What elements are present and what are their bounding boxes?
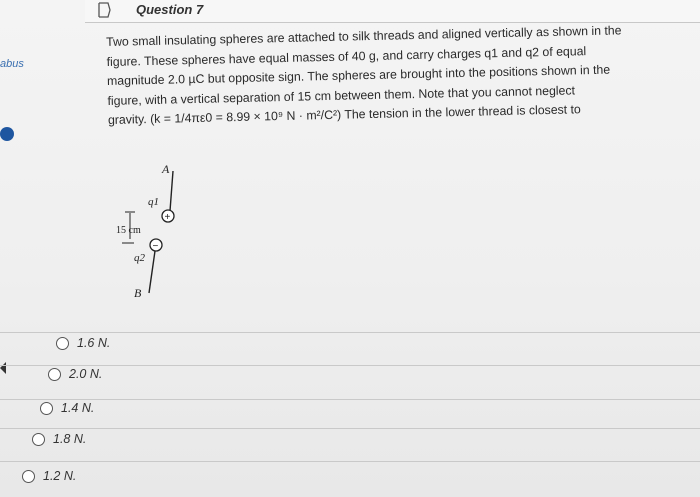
answer-option[interactable] [56,336,110,350]
separation-label: 15 cm [116,225,141,236]
sidebar-link[interactable]: abus [0,58,24,70]
answer-label: 1.2 N. [43,469,77,483]
lower-thread [149,251,155,293]
answer-option[interactable] [40,401,94,415]
divider [0,365,700,366]
question-line: figure, with a vertical separation of 15 cm between them. Note that you cannot neglect [107,83,576,108]
question-line: Two small insulating spheres are attached to silk threads and aligned vertically as shown in the [106,23,622,49]
answer-label: 1.4 N. [61,401,95,415]
q1-sign: + [164,212,171,223]
divider [0,461,700,462]
question-line: figure. These spheres have equal masses of 40 g, and carry charges q1 and q2 of equal [106,43,587,69]
divider [0,428,700,429]
answer-label: 2.0 N. [69,367,103,381]
question-title: Question 7 [136,2,204,17]
question-line: magnitude 2.0 µC but opposite sign. The spheres are brought into the positions shown in the [106,62,611,89]
answer-option[interactable] [22,469,76,483]
radio-button[interactable] [22,470,35,483]
question-text [106,20,698,131]
answer-option[interactable] [48,367,102,381]
radio-button[interactable] [32,433,45,446]
label-a: A [162,162,170,176]
answer-option[interactable] [32,432,86,446]
answer-label: 1.8 N. [53,432,87,446]
nav-dot-icon[interactable] [0,127,14,141]
label-b: B [134,286,142,300]
flag-question-icon[interactable] [97,2,111,18]
radio-button[interactable] [48,368,61,381]
q2-label: q2 [134,252,145,264]
radio-button[interactable] [40,402,53,415]
q2-sign: − [152,241,159,252]
spheres-figure [110,155,200,305]
divider [0,332,700,333]
radio-button[interactable] [56,337,69,350]
answer-list [0,320,700,497]
q1-label: q1 [148,196,159,208]
upper-thread [170,171,173,211]
answer-label: 1.6 N. [77,336,111,350]
question-line: gravity. (k = 1/4πε0 = 8.99 × 10⁹ N · m²/C²) The tension in the lower thread is closest to [107,102,581,128]
divider [0,399,700,400]
